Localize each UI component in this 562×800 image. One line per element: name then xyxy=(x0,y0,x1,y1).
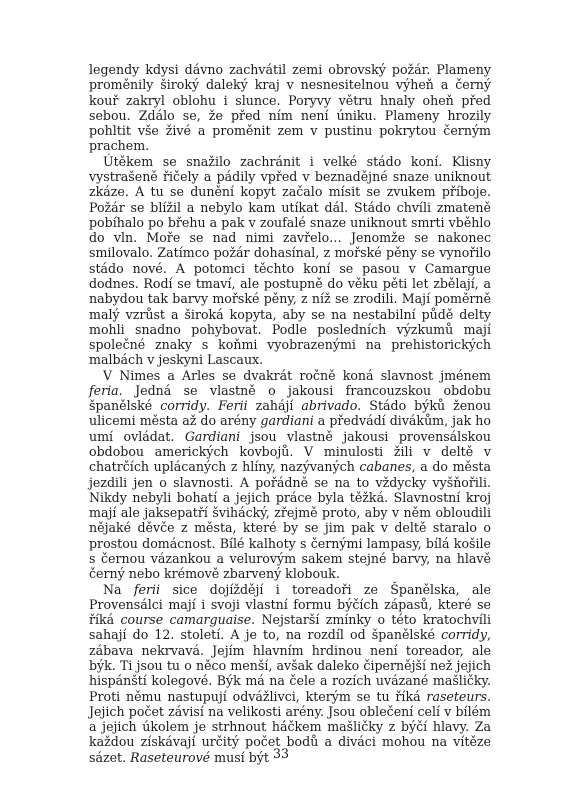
italic-term: corridy xyxy=(160,398,207,414)
text-run: . xyxy=(206,398,219,414)
text-run: . Jejich počet závisí na velikosti arény. Jsou oblečení celí v bílém a jejich úkolem je strhnout háčkem mašličky z býčí hlavy. Za každou získávají určitý počet bodů a diváci mohou na vítěze sázet. xyxy=(89,688,491,765)
text-run: musí být xyxy=(210,749,269,765)
italic-term: raseteurs xyxy=(426,688,487,704)
italic-term: gardiani xyxy=(260,413,314,429)
italic-term: ferii xyxy=(133,581,161,597)
text-run: . Nejstarší zmínky o této kratochvíli sahají do 12. století. A je to, na rozdíl od španělské xyxy=(89,612,491,643)
text-run: . Jedná se vlastně o jakousi francouzskou obdobu španělské xyxy=(89,382,491,414)
text-run: jsou vlastně jakousi provensálskou obdobou amerických kovbojů. V minulosti žili v deltě v chatrčích uplácaných z hlíny, nazývaných xyxy=(89,428,491,475)
italic-term: abrivado xyxy=(301,398,358,414)
italic-term: cabanes xyxy=(359,459,412,475)
text-run: V Nimes a Arles se dvakrát ročně koná slavnost jménem xyxy=(103,367,491,383)
paragraph xyxy=(89,62,491,154)
text-run: a předvádí divákům, jak ho umí ovládat. xyxy=(89,413,491,444)
paragraph xyxy=(89,368,491,582)
text-run: . Stádo býků ženou ulicemi města až do arény xyxy=(89,398,491,429)
text-run: , zábava nekrvavá. Jejím hlavním hrdinou není toreador, ale býk. Ti jsou tu o něco menší, avšak daleko čipernější než jejich hispánští kolegové. Býk má na čele a rozích uvázané mašličky. Proti němu nastupují odvážlivci, kterým se tu říká xyxy=(89,627,491,704)
italic-term: corridy xyxy=(441,627,487,643)
italic-term: Gardiani xyxy=(184,428,241,444)
text-run: sice dojíždějí i toreadoři ze Španělska, ale Provensálci mají i svoji vlastní formu býčích zápasů, které se říká xyxy=(89,581,492,628)
text-run: Na xyxy=(103,581,134,597)
text-run: legendy kdysi dávno zachvátil zemi obrovský požár. Plameny proměnily široký daleký kraj v nesnesitelnou výheň a černý kouř zakryl oblohu i slunce. Poryvy větru hnaly oheň před sebou. Zdálo se, že před ním není úniku. Plameny hrozily pohltit vše živé a proměnit zem v pustinu pokrytou černým prachem. xyxy=(89,62,491,154)
italic-term: Raseteurové xyxy=(130,749,211,765)
text-run: , a do města jezdili jen o slavnosti. A pořádně se na to vždycky vyšňořili. Nikdy nebyli bohatí a jejich práce byla těžká. Slavnostní kroj mají ale jaksepatří švihácký, zřejmě proto, aby v něm obloudili nějaké děvče z města, které by se jim pak v deltě staralo o prostou domácnost. Bílé kalhoty s černými lampasy, bílá košile s černou vázankou a velurovým sakem stejné barvy, na hlavě černý nebo krémově zbarvený klobouk. xyxy=(89,459,491,582)
paragraph xyxy=(89,154,491,368)
body-text xyxy=(89,62,491,765)
italic-term: course camarguaise xyxy=(120,612,252,628)
text-run: Útěkem se snažilo zachránit i velké stádo koní. Klisny vystrašeně řičely a pádily vpřed v beznadějné snaze uniknout zkáze. A tu se dunění kopyt začalo mísit se zvukem příboje. Požár se blížil a nebylo kam utíkat dál. Stádo chvíli zmateně pobíhalo po břehu a pak v zoufalé snaze uniknout smrti vběhlo do vln. Moře se nad nimi zavřelo… Jenomže se nakonec smilovalo. Zatímco požár dohasínal, z mořské pěny se vynořilo stádo nové. A potomci těchto koní se pasou v Camargue dodnes. Rodí se tmaví, ale postupně do věku pěti let zbělají, a nabydou tak barvy mořské pěny, z níž se zrodili. Mají poměrně malý vzrůst a široká kopyta, aby se na nestabilní půdě delty mohli snadno pohybovat. Podle posledních výzkumů mají společné znaky s koňmi vyobrazenými na prehistorických malbách v jeskyni Lascaux. xyxy=(89,153,491,368)
text-run: zahájí xyxy=(247,398,302,414)
page-number: 33 xyxy=(272,746,290,761)
italic-term: feria xyxy=(89,382,119,398)
italic-term: Ferii xyxy=(218,398,248,414)
paragraph xyxy=(89,582,491,765)
